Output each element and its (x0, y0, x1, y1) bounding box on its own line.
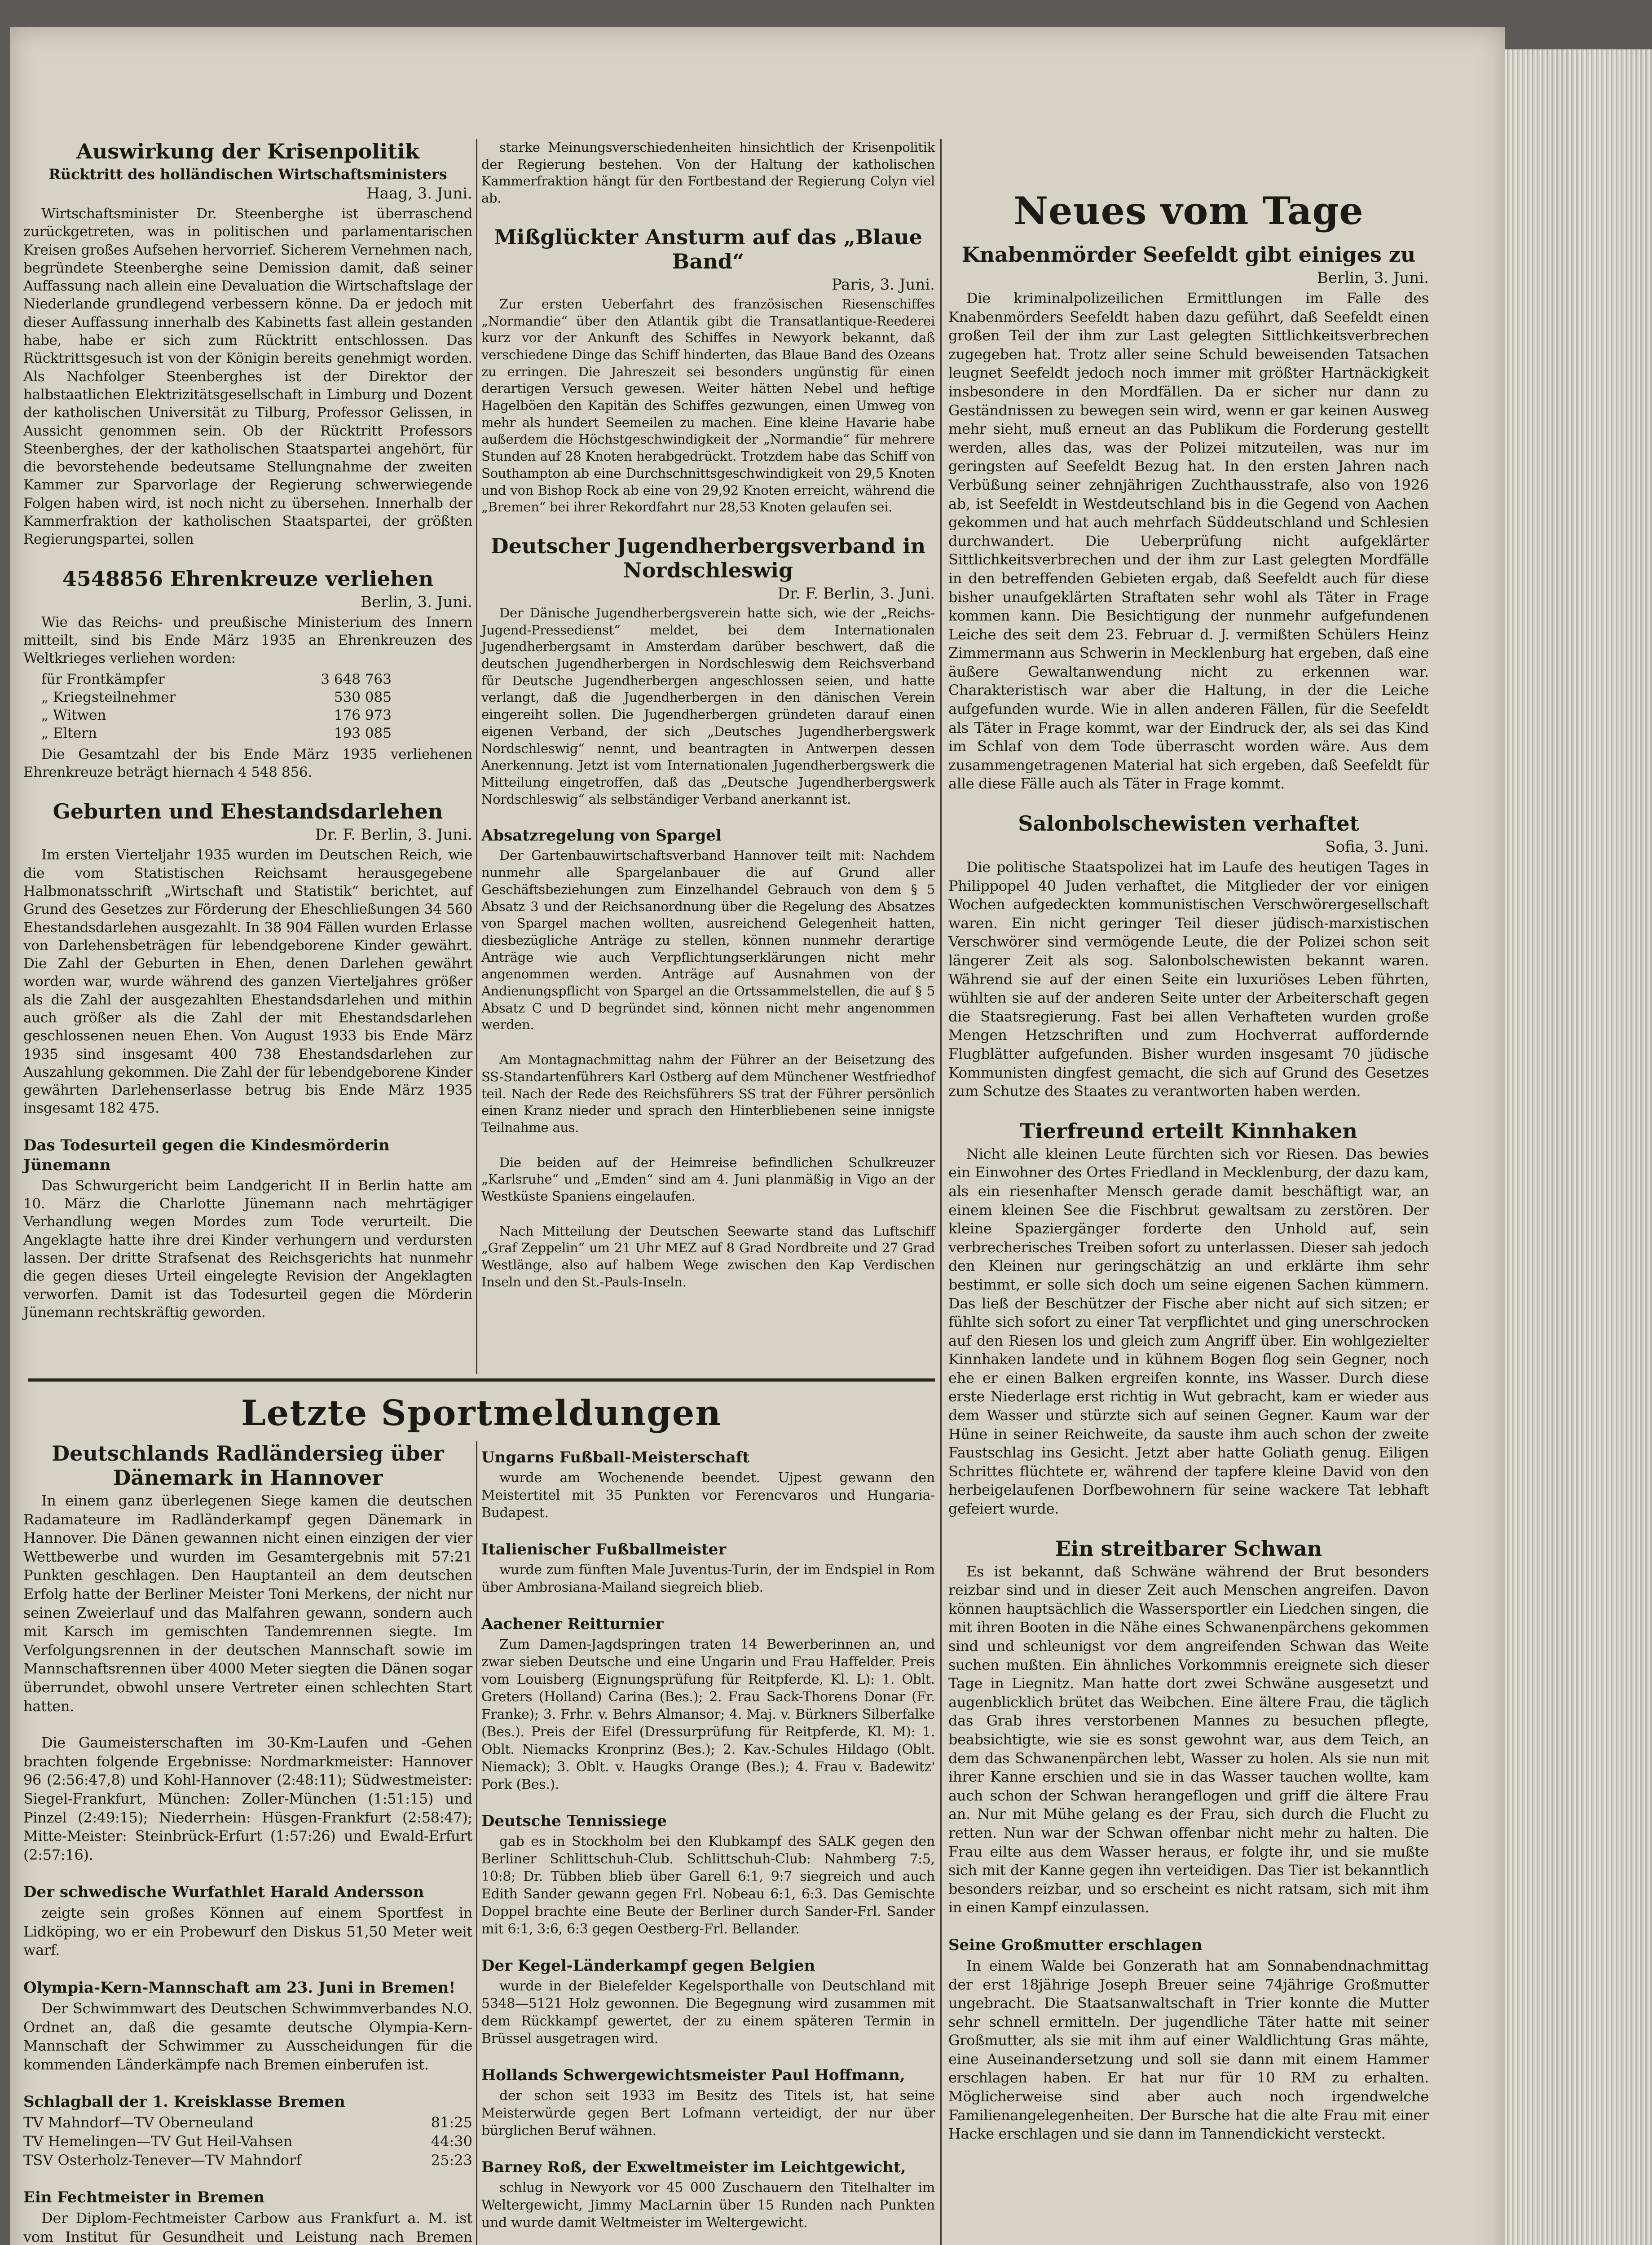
article-title: Geburten und Ehestandsdarlehen (53, 799, 443, 824)
article-text: Die kriminalpolizeilichen Ermittlungen im Falle des Knabenmörders Seefeldt haben dazu geführt, daß Seefeldt einen großen Teil der ihm zur Last gelegten Sittlichkeitsverbrechen zugegeben hat. Trotz aller seine Schuld beweisenden Tatsachen leugnet Seefeldt jedoch noch immer mit größter Hartnäckigkeit insbesondere in den Mordfällen. Da er sicher nur dann zu Geständnissen zu bewegen sein wird, wenn er gar keinen Ausweg mehr sieht, muß erneut an das Publikum die Forderung gestellt werden, alles das, was der Polizei mitzuteilen, was nur im geringsten auf Seefeldt Bezug hat. In den ersten Jahren nach Verbüßung seiner zehnjährigen Zuchthausstrafe, also von 1926 ab, ist Seefeldt in Westdeutschland bis in die Gegend von Aachen gekommen und hat auch mehrfach Süddeutschland und Schlesien durchwandert. Die Ueberprüfung nicht aufgeklärter Sittlichkeitsverbrechen und der ihm zur Last gelegten Mordfälle in den betreffenden Gebieten ergab, daß Seefeldt auch für diese bisher unaufgeklärten Straftaten sehr wohl als Täter in Frage kommen kann. Die Besichtigung der nunmehr aufgefundenen Leiche des seit dem 23. Februar d. J. vermißten Schülers Heinz Zimmermann aus Schwerin in Mecklenburg hat ergeben, daß eine äußere Gewaltanwendung nicht zu erkennen war. Charakteristisch war aber die Haltung, in der die Leiche aufgefunden wurde. Wie in allen anderen Fällen, für die Seefeldt als Täter in Frage kommt, war der Eindruck der, als sei das Kind im Schlaf von dem Tode überrascht worden wäre. Aus dem zusammengetragenen Material hat sich ergeben, daß Seefeldt für alle diese Fälle auch als Täter in Frage kommt. (948, 290, 1429, 792)
dateline: Dr. F. Berlin, 3. Juni. (777, 584, 935, 603)
article (481, 1956, 935, 2047)
column-c (948, 242, 1429, 2161)
article (481, 225, 935, 516)
article-text: wurde am Wochenende beendet. Ujpest gewann den Meistertitel mit 35 Punkten vor Ferencvaros und Hungaria-Budapest. (481, 1470, 935, 1521)
stats-table (23, 670, 472, 743)
article-text: Es ist bekannt, daß Schwäne während der Brut besonders reizbar sind und in dieser Zeit auch Menschen angreifen. Davon können hauptsächlich die Wassersportler ein Liedchen singen, die mit ihren Booten in die Nähe eines Schwanenpärchens gekommen sind und schleunigst vor dem angreifenden Schwan das Weite suchen mußten. Ein ähnliches Vorkommnis ereignete sich dieser Tage in Liegnitz. Man hatte dort zwei Schwäne ausgesetzt und augenblicklich brütet das Weibchen. Eine ältere Frau, die täglich das Grab ihres verstorbenen Mannes zu besuchen pflegte, beabsichtigte, wie sie es sonst gewohnt war, aus dem Teich, an dem das Schwanenpärchen lebt, Wasser zu holen. Als sie nun mit ihrer Kanne erschien und sie in das Wasser tauchen wollte, kam auch schon der Schwan herangeflogen und griff die ältere Frau an. Nur mit Mühe gelang es der Frau, sich durch die Flucht zu retten. Nun war der Schwan offenbar nicht mehr zu halten. Die Frau eilte aus dem Wasser heraus, er folgte ihr, und sie mußte sich mit der Kanne gegen ihn verteidigen. Das Tier ist bekanntlich besonders reizbar, und so erscheint es nicht ratsam, sich mit ihm in einen Kampf einzulassen. (948, 1563, 1429, 1916)
stats-label: für Frontkämpfer (41, 671, 165, 687)
article-heading: Barney Roß, der Exweltmeister im Leichtgewicht, (481, 2158, 906, 2176)
stats-value: 193 085 (334, 725, 392, 742)
column-b (481, 139, 935, 1309)
neues-vom-tage-banner: Neues vom Tage (1013, 189, 1364, 233)
stats-value: 530 085 (334, 689, 392, 705)
page-edges (1505, 49, 1652, 2245)
stats-label: „ Witwen (41, 707, 106, 724)
section-rule (28, 1378, 935, 1382)
article-text: Wie das Reichs- und preußische Ministerium des Innern mitteilt, sind bis Ende März 1935 an Ehrenkreuzen des Weltkrieges verliehen worden: (23, 614, 472, 667)
score-row (23, 2113, 472, 2132)
article-heading: Olympia-Kern-Mannschaft am 23. Juni in Bremen! (23, 1979, 456, 1997)
stats-label: „ Kriegsteilnehmer (41, 689, 176, 705)
article-heading: Deutsche Tennissiege (481, 1812, 667, 1830)
sport-banner: Letzte Sportmeldungen (241, 1393, 722, 1434)
column-a (23, 139, 472, 1339)
article (481, 1052, 935, 1136)
score-result: 44:30 (431, 2133, 472, 2150)
article-text: Das Schwurgericht beim Landgericht II in Berlin hatte am 10. März die Charlotte Jünemann nach mehrtägiger Verhandlung wegen Mordes zum Tode verurteilt. Die Angeklagte hatte ihre drei Kinder verhungern und verdursten lassen. Der dritte Strafsenat des Reichsgerichts hat nunmehr die gegen dieses Urteil eingelegte Revision der Angeklagten verworfen. Damit ist das Todesurteil gegen die Mörderin Jünemann rechtskräftig geworden. (23, 1177, 472, 1321)
stats-value: 176 973 (334, 707, 392, 724)
article-text: In einem ganz überlegenen Siege kamen die deutschen Radamateure im Radländerkampf gegen Dänemark in Hannover. Die Dänen gewannen nicht einen einzigen der vier Wettbewerbe und wurden im Gesamtergebnis mit 57:21 Punkten geschlagen. Den Hauptanteil an dem deutschen Erfolg hatte der Berliner Meister Toni Merkens, der nicht nur seinen Zweierlauf und das Malfahren gewann, sondern auch mit Karsch im gemischten Tandemrennen siegte. Im Verfolgungsrennen in der deutschen Mannschaft sowie im Mannschaftsrennen über 4000 Meter siegten die Dänen sogar überrundet, obwohl unsere Vertreter einen schlechten Start hatten. (23, 1492, 472, 1715)
article-text: schlug in Newyork vor 45 000 Zuschauern den Titelhalter im Weltergewicht, Jimmy MacLarnin über 15 Runden nach Punkten und wurde damit Weltmeister im Weltergewicht. (481, 2180, 935, 2231)
article-text: der schon seit 1933 im Besitz des Titels ist, hat seine Meisterwürde gegen Bert Lofmann verteidigt, der nur über bürglichen Beruf wähnen. (481, 2088, 935, 2139)
article-text: Der Dänische Jugendherbergsverein hatte sich, wie der „Reichs-Jugend-Pressedienst“ meldet, bei dem Internationalen Jugendherbergsamt in Amsterdam darüber beschwert, daß die deutschen Jugendherbergen in Nordschleswig dem Reichsverband für Deutsche Jugendherbergen angeschlossen seien, und hatte verlangt, daß die Jugendherbergen in den dänischen Verein eingereiht sollen. Die Jugendherbergen gründeten darauf einen eigenen Verband, der sich „Deutsches Jugendherbergswerk Nordschleswig“ nennt, und beantragten in Antwerpen dessen Anerkennung. Jetzt ist vom Internationalen Jugendherbergswerk die Mitteilung eingetroffen, daß das „Deutsche Jugendherbergswerk Nordschleswig“ als selbständiger Verband anerkannt ist. (481, 605, 935, 807)
score-result: 81:25 (431, 2114, 472, 2131)
article-text: Nicht alle kleinen Leute fürchten sich vor Riesen. Das bewies ein Einwohner des Ortes Friedland in Mecklenburg, der dazu kam, als ein riesenhafter Mensch gerade damit beschäftigt war, an einem kleinen See die Fischbrut gewaltsam zu zerstören. Der kleine Spaziergänger forderte den Unhold auf, sein verbrecherisches Treiben sofort zu unterlassen. Dieser sah jedoch den Kleinen nur geringschätzig an und erklärte ihm sehr bestimmt, er solle sich doch um seine eigenen Sachen kümmern. Das ließ der Beschützer der Fische aber nicht auf sich sitzen; er fühlte sich sofort zu einer Tat verpflichtet und ging unerschrocken auf den Riesen los und gleich zum Angriff über. Ein wohlgezielter Kinnhaken landete und in kühnem Bogen flog sein Gegner, noch ehe er einen Balken ergreifen konnte, ins Wasser. Durch diese erste Niederlage erst richtig in Wut gebracht, kam er wieder aus dem Wasser und stürzte sich auf seinen Gegner. Kaum war der Hüne in seiner Reichweite, da sauste ihm auch schon der zweite Faustschlag ins Gesicht. Jetzt aber hatte Goliath genug. Eiligen Schrittes flüchtete er, während der tapfere kleine David von den herbeigelaufenen Dorfbewohnern für seine wackere Tat lebhaft gefeiert wurde. (948, 1145, 1429, 1518)
article (481, 534, 935, 808)
article (23, 1734, 472, 1864)
article (23, 139, 472, 549)
article-text: Am Montagnachmittag nahm der Führer an der Beisetzung des SS-Standartenführers Karl Ostberg auf dem Münchener Westfriedhof teil. Nach der Rede des Reichsführers SS trat der Führer persönlich einen Kranz nieder und sprach den Hinterbliebenen seine innigste Teilnahme aus. (481, 1052, 935, 1135)
article-text: Die beiden auf der Heimreise befindlichen Schulkreuzer „Karlsruhe“ und „Emden“ sind am 4. Juni planmäßig in Vigo an der Westküste Spaniens eingelaufen. (481, 1154, 935, 1204)
article (23, 799, 472, 1117)
article-heading: Ein Fechtmeister in Bremen (23, 2188, 265, 2207)
article (23, 1441, 472, 1716)
article (23, 1136, 472, 1321)
article (948, 242, 1429, 793)
score-row (23, 2132, 472, 2151)
stats-row (41, 670, 472, 688)
article-heading: Der Kegel-Länderkampf gegen Belgien (481, 1957, 815, 1975)
score-row (23, 2151, 472, 2170)
article-heading: Italienischer Fußballmeister (481, 1541, 727, 1558)
article (948, 1119, 1429, 1519)
article-text: Die politische Staatspolizei hat im Laufe des heutigen Tages in Philippopel 40 Juden verhaftet, die Mitglieder der vor einigen Wochen aufgedeckten kommunistischen Verschwörergesellschaft waren. Ein nicht geringer Teil dieser jüdisch-marxistischen Verschwörer sind vermögende Leute, die der Polizei schon seit längerer Zeit als sog. Salonbolschewisten bekannt waren. Während sie auf der einen Seite ein luxuriöses Leben führten, wühlten sie auf der anderen Seite unter der Arbeiterschaft gegen die Staatsregierung. Fast bei allen Verhafteten wurden große Mengen Hetzschriften und zum Hochverrat auffordernde Flugblätter aufgefunden. Bisher wurden insgesamt 70 jüdische Kommunisten dingfest gemacht, die sich auf Grund des Gesetzes zum Schutze des Staates zu verantworten haben werden. (948, 858, 1429, 1100)
article-text: wurde zum fünften Male Juventus-Turin, der im Endspiel in Rom über Ambrosiana-Mailand siegreich blieb. (481, 1562, 935, 1595)
dateline: Paris, 3. Juni. (831, 275, 935, 294)
article (481, 2157, 935, 2232)
article-text: In einem Walde bei Gonzerath hat am Sonnabendnachmittag der erst 18jährige Joseph Breuer seine 74jährige Großmutter ungebracht. Die Staatsanwaltschaft in Trier konnte die Mutter sehr schnell ermitteln. Der jugendliche Täter hatte mit seiner Großmutter, als sie mit ihm auf einer Waldlichtung Gras mähte, eine Auseinandersetzung und soll sie dann mit einem Hammer erschlagen haben. Er hat nur für 10 RM zu erhalten. Möglicherweise sind aber auch noch irgendwelche Familienangelegenheiten. Der Bursche hat die alte Frau mit einer Hacke erschlagen und sie dann im Tannendickicht versteckt. (948, 1957, 1429, 2143)
article-heading: Das Todesurteil gegen die Kindesmörderin Jünemann (23, 1136, 390, 1174)
article-title: Ein streitbarer Schwan (1055, 1536, 1322, 1561)
article (23, 567, 472, 782)
article (481, 1154, 935, 1205)
article-text: Wirtschaftsminister Dr. Steenberghe ist überraschend zurückgetreten, was in politischen und parlamentarischen Kreisen großes Aufsehen hervorrief. Sicherem Vernehmen nach, begründete Steenberghe seine Demission damit, daß seiner Auffassung nach allein eine Devaluation die Wirtschaftslage der Niederlande grundlegend verbessern könne. Da er jedoch mit dieser Auffassung innerhalb des Kabinetts fast allein gestanden habe, habe er sich zum Rücktritt entschlossen. Das Rücktrittsgesuch ist von der Königin bereits genehmigt worden. Als Nachfolger Steenberghes ist der Direktor der halbstaatlichen Elektrizitätsgesellschaft in Limburg und Dozent der katholischen Universität zu Tilburg, Professor Gelissen, in Aussicht genommen sein. Ob der Rücktritt Professors Steenberghes, der der katholischen Staatspartei angehört, für die bevorstehende bedeutsame Stellungnahme der zweiten Kammer zur Sparvorlage der Regierung schwerwiegende Folgen haben wird, ist noch nicht zu übersehen. Innerhalb der Kammerfraktion der katholischen Staatspartei, der größten Regierungspartei, sollen (23, 206, 472, 548)
dateline: Dr. F. Berlin, 3. Juni. (315, 826, 472, 844)
stats-row (41, 688, 472, 706)
article-title: Tierfreund erteilt Kinnhaken (1020, 1118, 1357, 1143)
dateline: Haag, 3. Juni. (366, 185, 472, 202)
stats-row (41, 706, 472, 724)
stats-label: „ Eltern (41, 725, 97, 742)
article-text: wurde in der Bielefelder Kegelsporthalle von Deutschland mit 5348—5121 Holz gewonnen. Die Begegnung wird zusammen mit dem Rückkampf gewertet, der zu einem späteren Termin in Brüssel ausgetragen wird. (481, 1978, 935, 2047)
sport-column-b (481, 1441, 935, 2245)
article (481, 1540, 935, 1596)
article-title: 4548856 Ehrenkreuze verliehen (62, 566, 434, 591)
article-text: Zum Damen-Jagdspringen traten 14 Bewerberinnen an, und zwar sieben Deutsche und eine Ungarin und Frau Haffelder. Preis vom Louisberg (Eignungsprüfung für Reitpferde, Kl. L): 1. Oblt. Greters (Holland) Carina (Bes.); 2. Frau Sack-Thorens Donar (Fr. Franke); 3. Frhr. v. Behrs Almansor; 4. Maj. v. Bürkners Silberfalke (Bes.). Preis der Eifel (Dressurprüfung für Reitpferde, Kl. M): 1. Oblt. Niemacks Kronprinz (Bes.); 2. Kav.-Schules Hildago (Oblt. Niemack); 3. Oblt. v. Haugks Orange (Bes.); 4. Frau v. Badewitz' Pork (Bes.). (481, 1637, 935, 1792)
article-heading: Schlagball der 1. Kreisklasse Bremen (23, 2093, 345, 2111)
article-heading: Ungarns Fußball-Meisterschaft (481, 1448, 750, 1466)
article (481, 1448, 935, 1522)
article-title: Auswirkung der Krisenpolitik (76, 139, 419, 163)
article-text: Die Gaumeisterschaften im 30-Km-Laufen und -Gehen brachten folgende Ergebnisse: Nordmarkmeister: Hannover 96 (2:56:47,8) und Kohl-Hannover (2:48:11); Südwestmeister: Siegel-Frankfurt, München: Zoller-München (1:51:15) und Pinzel (2:49:15); Niederrhein: Hüsgen-Frankfurt (2:58:47); Mitte-Meister: Steinbrück-Erfurt (1:57:26) und Ewald-Erfurt (2:57:16). (23, 1734, 472, 1863)
article-text: Der Gartenbauwirtschaftsverband Hannover teilt mit: Nachdem nunmehr alle Spargelanbauer die auf Grund aller Geschäftsbeziehungen zum Einzelhandel Gebrauch von dem § 5 Absatz 3 und der Reichsanordnung über die Regelung des Absatzes von Spargel machen wollten, ausreichend Gelegenheit hatten, diesbezügliche Anträge zu stellen, können nunmehr derartige Anträge wie auch Verpflichtungserklärungen nicht mehr angenommen werden. Anträge auf Ausnahmen von der Andienungspflicht von Spargel an die Ortssammelstellen, die auf § 5 Absatz C und D begründet sind, können nicht mehr angenommen werden. (481, 848, 935, 1033)
article-title: Deutschlands Radländersieg über Dänemark in Hannover (52, 1441, 444, 1490)
article-heading: Seine Großmutter erschlagen (948, 1936, 1203, 1954)
article-text: zeigte sein großes Können auf einem Sportfest in Lidköping, wo er ein Probewurf den Diskus 51,50 Meter weit warf. (23, 1904, 472, 1959)
article-title: Deutscher Jugendherbergsverband in Nordschleswig (490, 533, 926, 582)
article-subtitle: Rücktritt des holländischen Wirtschaftsministers (48, 166, 447, 183)
article (481, 1614, 935, 1793)
article-text: starke Meinungsverschiedenheiten hinsichtlich der Krisenpolitik der Regierung bestehen. Von der Haltung der katholischen Kammerfraktion hängt für den Fortbestand der Regierung Colyn viel ab. (481, 140, 935, 206)
article-heading: Der schwedische Wurfathlet Harald Andersson (23, 1883, 424, 1902)
column-rule (476, 139, 477, 1374)
article (948, 811, 1429, 1101)
dateline: Berlin, 3. Juni. (1317, 269, 1429, 287)
article-title: Mißglückter Ansturm auf das „Blaue Band“ (494, 224, 922, 273)
article-heading: Hollands Schwergewichtsmeister Paul Hoffmann, (481, 2066, 905, 2084)
score-result: 25:23 (431, 2151, 472, 2169)
dateline: Sofia, 3. Juni. (1325, 838, 1429, 856)
article-text: Im ersten Vierteljahr 1935 wurden im Deutschen Reich, wie die vom Statistischen Reichsamt herausgegebene Halbmonatsschrift „Wirtschaft und Statistik“ berichtet, auf Grund des Gesetzes zur Förderung der Eheschließungen 34 560 Ehestandsdarlehen ausgezahlt. In 38 904 Fällen wurden Erlasse von Darlehensbeträgen für lebendgeborene Kinder gewährt. Die Zahl der Geburten in Ehen, denen Darlehen gewährt worden war, wurde während des ganzen Vierteljahres größer als die Zahl der ausgezahlten Ehestandsdarlehen und mithin auch größer als die Zahl der mit Ehestandsdarlehen geschlossenen neuen Ehen. Von August 1933 bis Ende März 1935 sind insgesamt 400 738 Ehestandsdarlehen zur Auszahlung gekommen. Die Zahl der für lebendgeborene Kinder gewährten Darlehenserlasse betrug bis Ende März 1935 insgesamt 182 475. (23, 847, 472, 1117)
article-title: Knabenmörder Seefeldt gibt einiges zu (961, 242, 1416, 267)
article-text: Die Gesamtzahl der bis Ende März 1935 verliehenen Ehrenkreuze beträgt hiernach 4 548 856. (23, 746, 472, 781)
article-text: Nach Mitteilung der Deutschen Seewarte stand das Luftschiff „Graf Zeppelin“ um 21 Uhr MEZ auf 8 Grad Nordbreite und 27 Grad Westlänge, also auf halbem Wege zwischen den Kap Verdischen Inseln und den St.-Pauls-Inseln. (481, 1223, 935, 1290)
article (948, 1536, 1429, 1917)
column-rule (940, 139, 942, 2245)
article (481, 826, 935, 1034)
article-heading: Aachener Reitturnier (481, 1615, 664, 1633)
article (23, 2188, 472, 2245)
article (481, 1223, 935, 1291)
stats-row (41, 724, 472, 742)
dateline: Berlin, 3. Juni. (361, 593, 472, 611)
score-teams: TV Hemelingen—TV Gut Heil-Vahsen (23, 2133, 293, 2150)
article (948, 1935, 1429, 2144)
article (23, 1882, 472, 1960)
article (23, 1978, 472, 2074)
score-teams: TSV Osterholz-Tenever—TV Mahndorf (23, 2151, 302, 2169)
sport-column-a (23, 1441, 472, 2245)
article-title: Salonbolschewisten verhaftet (1018, 811, 1359, 836)
score-teams: TV Mahndorf—TV Oberneuland (23, 2114, 254, 2131)
article (481, 2065, 935, 2139)
column-rule (476, 1441, 477, 2245)
newspaper-page (10, 27, 1505, 2245)
article (481, 139, 935, 207)
article-text: Der Schwimmwart des Deutschen Schwimmverbandes N.O. Ordnet an, daß die gesamte deutsche Olympia-Kern-Mannschaft der Schwimmer zu Ausscheidungen für die kommenden Länderkämpfe nach Bremen einberufen ist. (23, 2000, 472, 2073)
article-text: gab es in Stockholm bei den Klubkampf des SALK gegen den Berliner Schlittschuh-Club. Schlittschuh-Club: Nahmberg 7:5, 10:8; Dr. Tübben blieb über Garell 6:1, 9:7 siegreich und auch Edith Sander gewann gegen Frl. Nobeau 6:1, 6:3. Das Gemischte Doppel brachte eine Beute der Berliner durch Sander-Frl. Sander mit 6:1, 3:6, 6:3 gegen Oestberg-Frl. Bellander. (481, 1834, 935, 1937)
article (23, 2092, 472, 2170)
article-text: Der Diplom-Fechtmeister Carbow aus Frankfurt a. M. ist vom Institut für Gesundheit und Leistung nach Bremen (23, 2210, 472, 2245)
article-text: Zur ersten Ueberfahrt des französischen Riesenschiffes „Normandie“ über den Atlantik gibt die Transatlantique-Reederei kurz vor der Ankunft des Schiffes in Newyork bekannt, daß verschiedene Dinge das Schiff hinderten, das Blaue Band des Ozeans zu erringen. Die Jahreszeit sei besonders ungünstig für einen derartigen Versuch gewesen. Weiter hätten Nebel und heftige Hagelböen den Kapitän des Schiffes gezwungen, einen Umweg von mehr als hundert Seemeilen zu machen. Eine kleine Havarie habe außerdem die Höchstgeschwindigkeit der „Normandie“ für mehrere Stunden auf 28 Knoten herabgedrückt. Trotzdem habe das Schiff von Southampton ab eine Durchschnittsgeschwindigkeit von 29,5 Knoten und von Bishop Rock ab eine von 29,92 Knoten erreicht, während die „Bremen“ bei ihrer Rekordfahrt nur 28,53 Knoten gelaufen sei. (481, 296, 935, 515)
stats-value: 3 648 763 (321, 671, 392, 687)
article (481, 1811, 935, 1938)
article-heading: Absatzregelung von Spargel (481, 827, 722, 845)
